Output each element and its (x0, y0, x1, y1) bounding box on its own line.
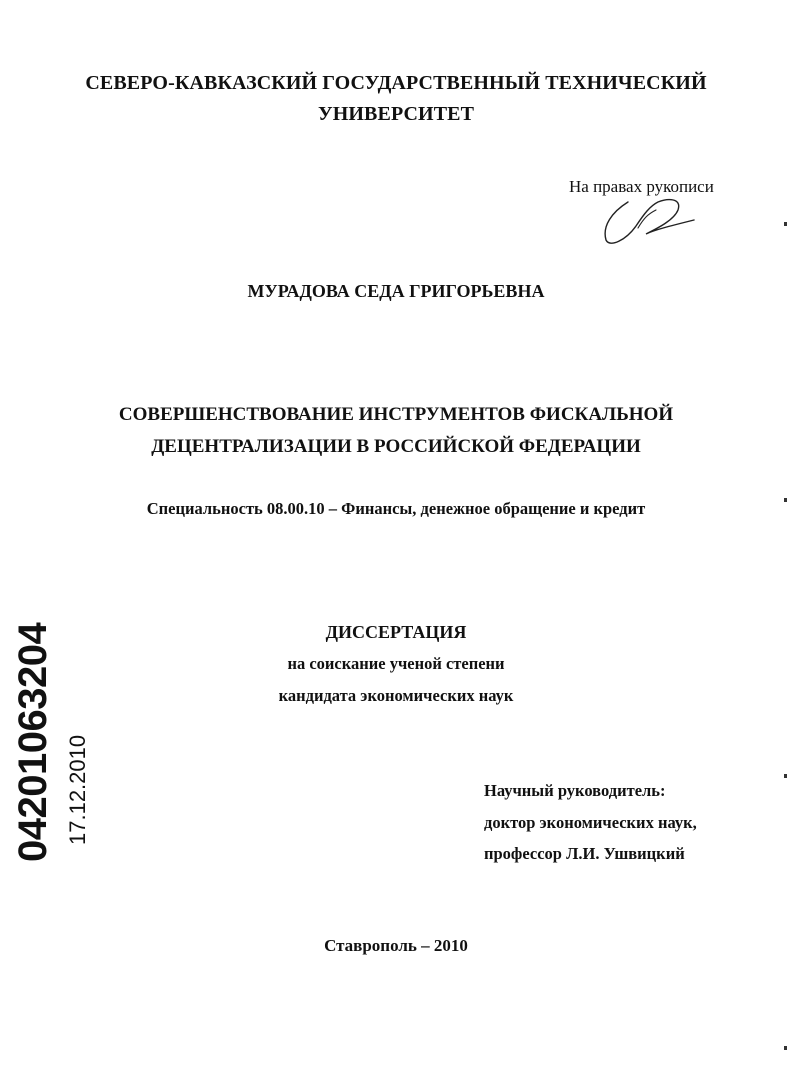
dissertation-title-line1: СОВЕРШЕНСТВОВАНИЕ ИНСТРУМЕНТОВ ФИСКАЛЬНОЙ (118, 404, 674, 425)
supervisor-label: Научный руководитель: (484, 781, 666, 800)
supervisor-degree: доктор экономических наук, (484, 813, 697, 832)
specialty-line: Специальность 08.00.10 – Финансы, денежное обращение и кредит (146, 499, 646, 518)
manuscript-note: На правах рукописи (569, 177, 714, 196)
scan-mark (784, 774, 787, 778)
dissertation-heading: ДИССЕРТАЦИЯ (325, 622, 467, 642)
university-name-line1: СЕВЕРО-КАВКАЗСКИЙ ГОСУДАРСТВЕННЫЙ ТЕХНИЧЕСКИЙ (85, 72, 707, 94)
scan-mark (784, 498, 787, 502)
author-name: МУРАДОВА СЕДА ГРИГОРЬЕВНА (247, 281, 545, 301)
degree-line1: на соискание ученой степени (287, 654, 505, 673)
stamp-date: 17.12.2010 (65, 734, 90, 845)
dissertation-title-line2: ДЕЦЕНТРАЛИЗАЦИИ В РОССИЙСКОЙ ФЕДЕРАЦИИ (151, 436, 641, 457)
university-name-line2: УНИВЕРСИТЕТ (317, 103, 475, 125)
signature-icon (598, 188, 698, 250)
scan-mark (784, 222, 787, 226)
scan-mark (784, 1046, 787, 1050)
city-year: Ставрополь – 2010 (324, 936, 468, 955)
supervisor-name: профессор Л.И. Ушвицкий (484, 844, 685, 863)
degree-line2: кандидата экономических наук (278, 686, 514, 705)
library-stamp (10, 622, 90, 862)
stamp-number: 04201063204 (11, 622, 55, 862)
